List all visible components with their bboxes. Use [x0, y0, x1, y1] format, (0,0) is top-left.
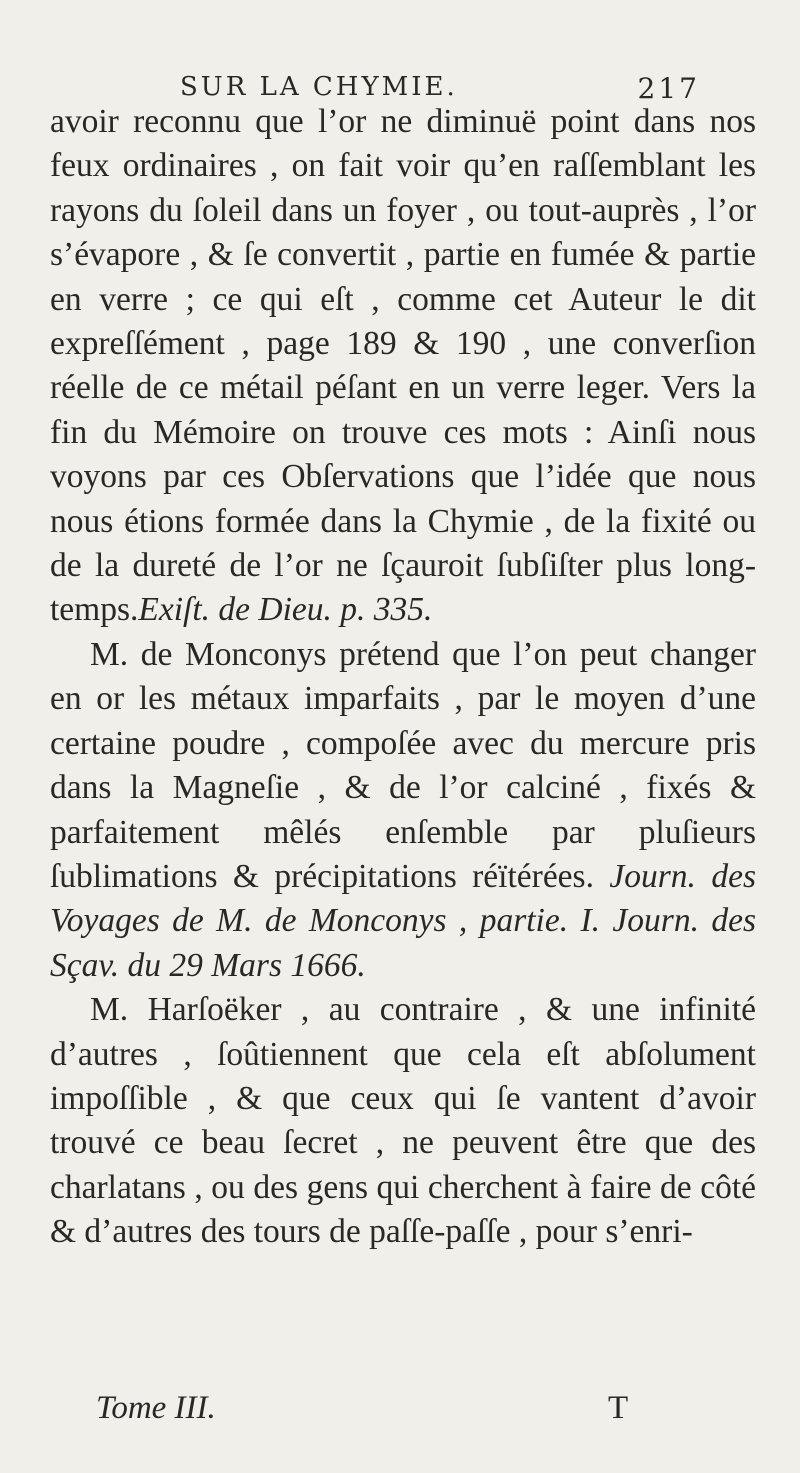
- signature-mark: T: [608, 1390, 629, 1426]
- paragraph-2: [50, 633, 756, 988]
- volume-label: Tome III.: [96, 1390, 216, 1426]
- paragraph-3: [50, 988, 756, 1254]
- page-number: 217: [637, 72, 700, 105]
- paragraph-3-text: M. Harſoëker , au contraire , & une infinité d’autres , ſoûtiennent que cela eſt abſolument impoſſible , & que ceux qui ſe vantent d’avoir trouvé ce beau ſecret , ne peuvent être que des charlatans , ou des gens qui cherchent à faire de côté & d’autres des tours de paſſe-paſſe , pour s’enri-: [50, 991, 756, 1251]
- paragraph-2-text: M. de Monconys prétend que l’on peut changer en or les métaux imparfaits , par le moyen d’une certaine poudre , compoſée avec du mercure pris dans la Magneſie , & de l’or calciné , fixés & parfaitement mêlés enſemble par pluſieurs ſublimations & précipitations réïtérées.: [50, 635, 756, 895]
- paragraph-1-citation: Exiſt. de Dieu. p. 335.: [138, 591, 433, 629]
- paragraph-1: [50, 100, 756, 633]
- body-text: [50, 100, 756, 1255]
- running-title: SUR LA CHYMIE.: [180, 72, 458, 102]
- paragraph-2-citation: Journ. des Voyages de M. de Monconys , partie. I. Journ. des Sçav. du 29 Mars 1666.: [50, 857, 756, 984]
- paragraph-1-text: avoir reconnu que l’or ne diminuë point dans nos feux ordinaires , on fait voir qu’en raſſemblant les rayons du ſoleil dans un foyer , ou tout-auprès , l’or s’évapore , & ſe convertit , partie en fumée & partie en verre ; ce qui eſt , comme cet Auteur le dit expreſſément , page 189 & 190 , une converſion réelle de ce métail péſant en un verre leger. Vers la fin du Mémoire on trouve ces mots : Ainſi nous voyons par ces Obſervations que l’idée que nous nous étions formée dans la Chymie , de la fixité ou de la dureté de l’or ne ſçauroit ſubſiſter plus long-temps.: [50, 103, 756, 629]
